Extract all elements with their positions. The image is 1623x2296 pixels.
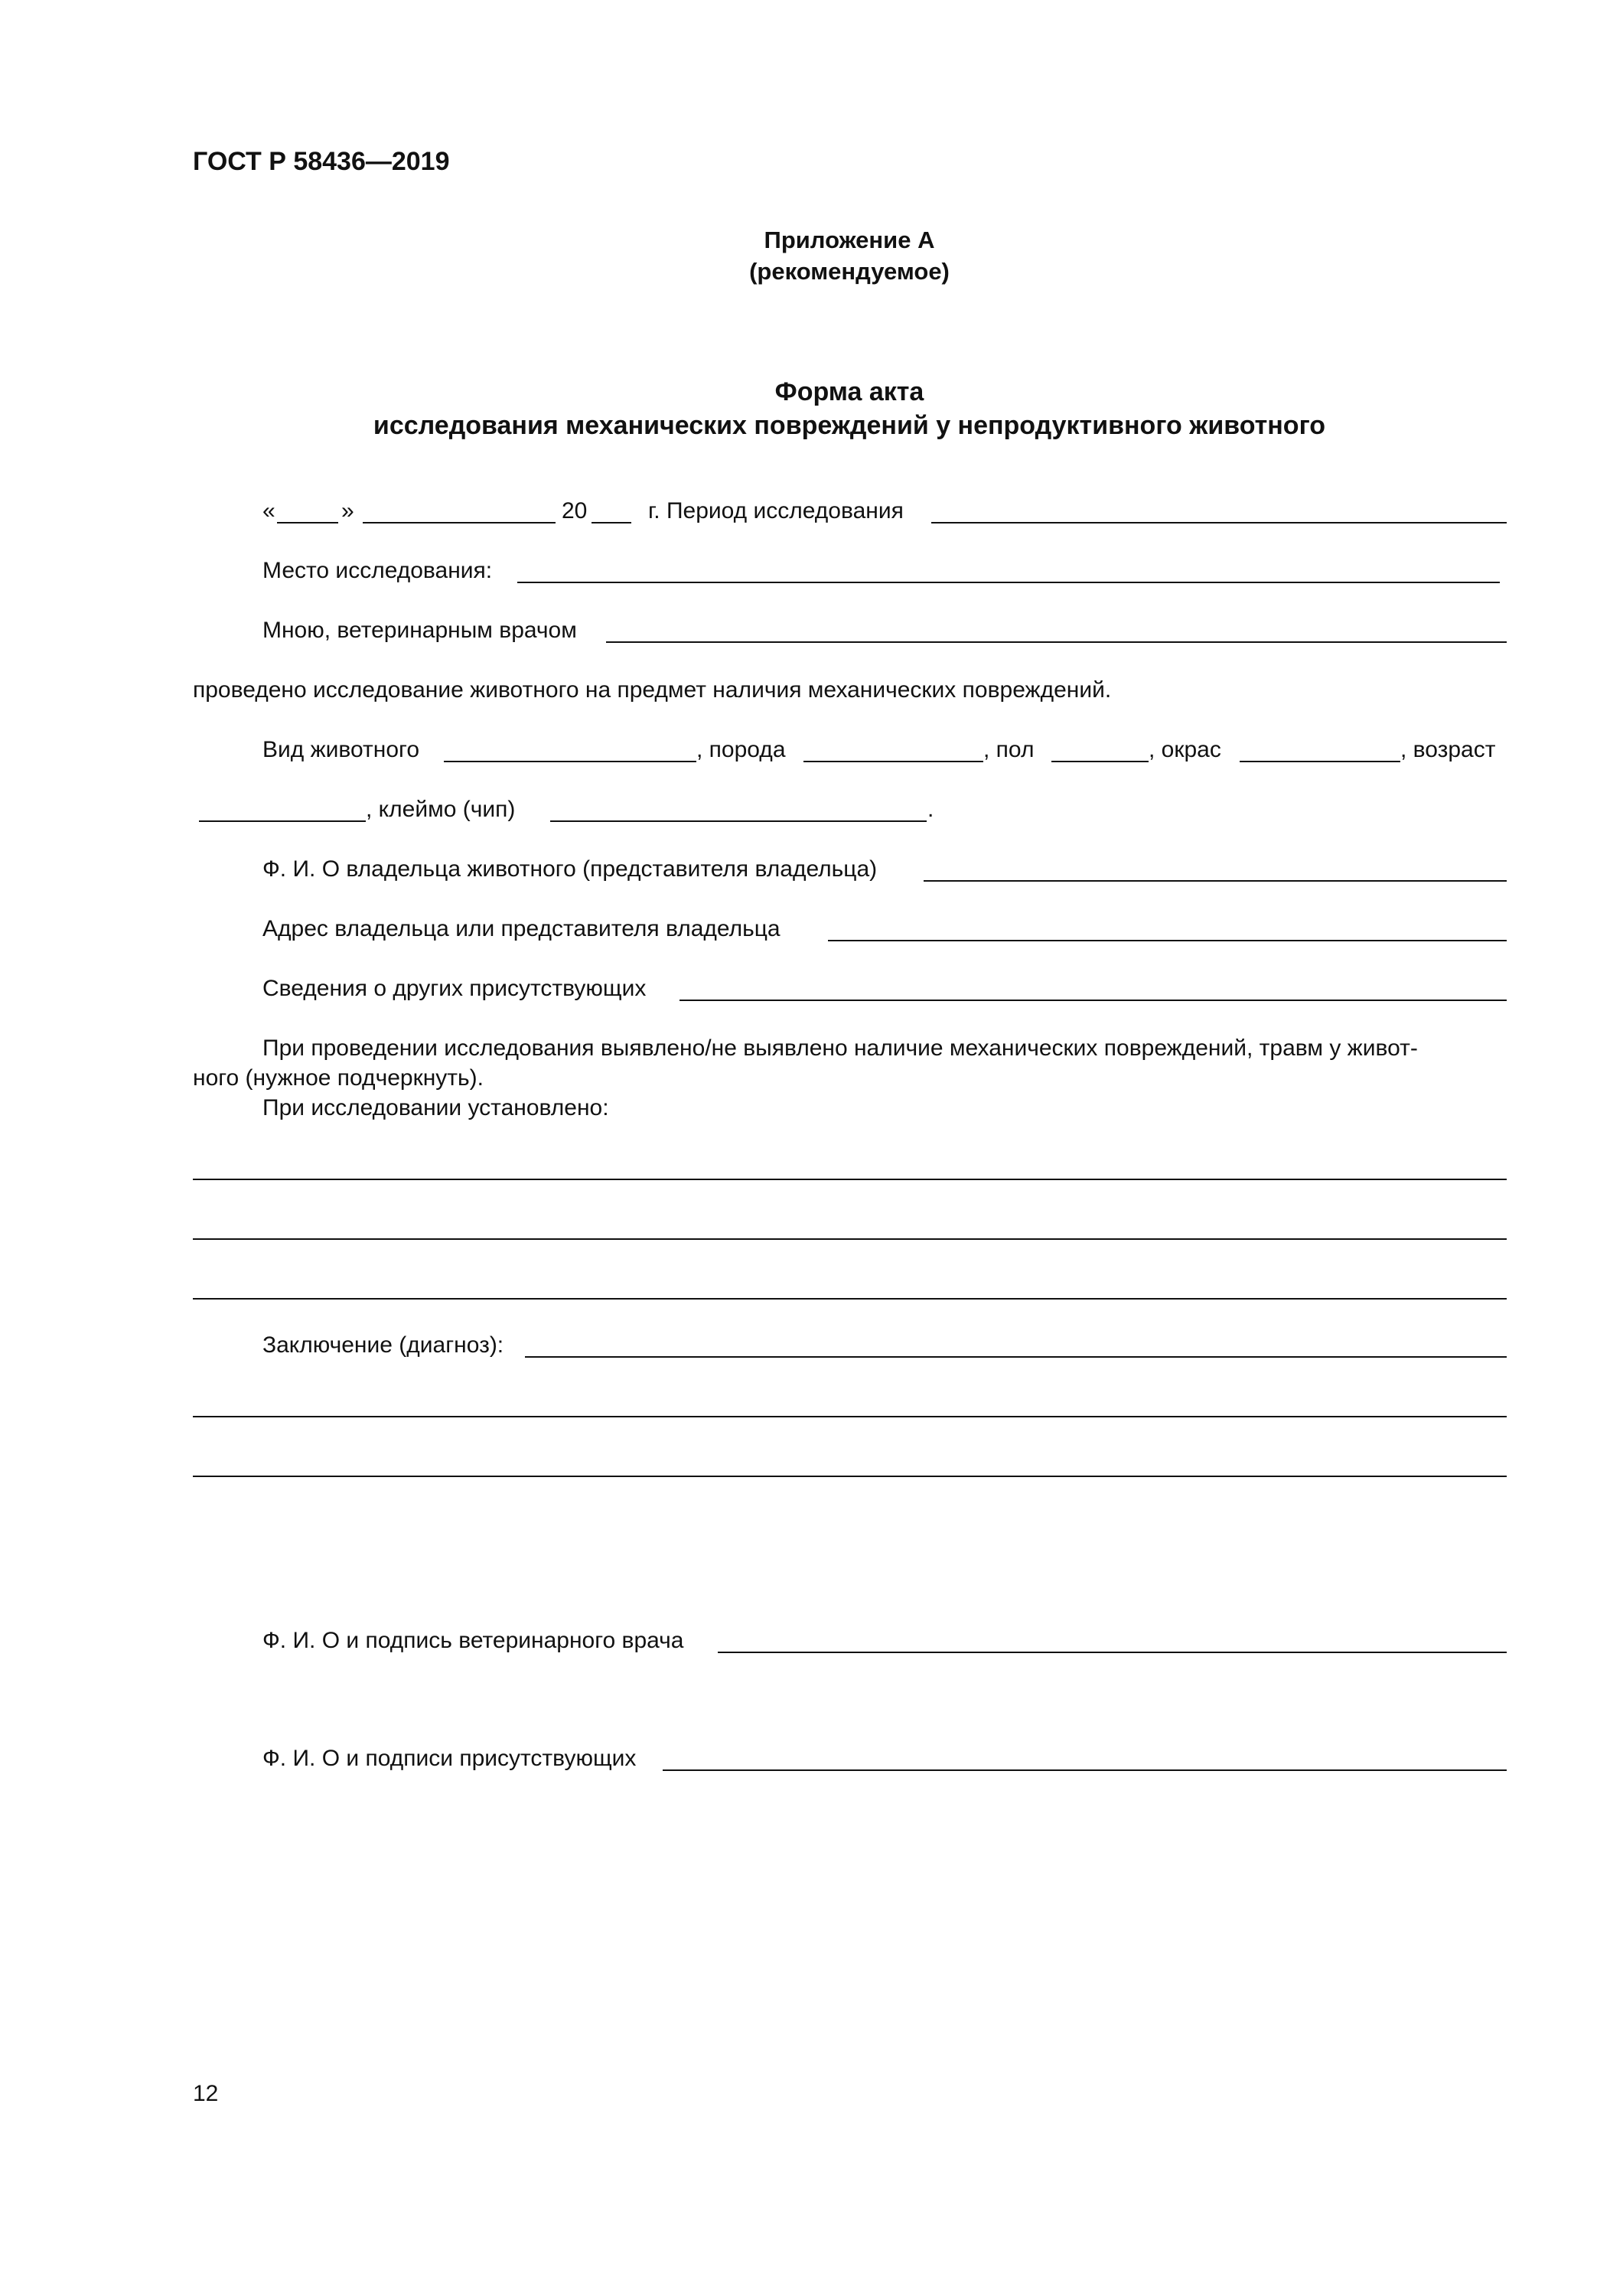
appendix-subtitle: (рекомендуемое) (749, 258, 950, 285)
owner-row (0, 856, 1623, 886)
established-label: При исследовании установлено: (262, 1095, 609, 1120)
age-brand-row (0, 796, 1623, 827)
conclusion-row (0, 1332, 1623, 1362)
document-code: ГОСТ Р 58436—2019 (193, 147, 450, 176)
date-period-row (0, 497, 1623, 528)
owner-label: Ф. И. О владельца животного (представителя владельца) (262, 856, 878, 882)
form-title-line2: исследования механических повреждений у непродуктивного животного (373, 411, 1326, 440)
species-blank[interactable] (444, 761, 696, 762)
age-blank[interactable] (199, 820, 366, 822)
age-label: , возраст (1400, 737, 1496, 762)
month-blank[interactable] (363, 522, 556, 523)
findings-line2: ного (нужное подчеркнуть). (193, 1065, 484, 1091)
address-label: Адрес владельца или представителя владельца (262, 916, 781, 941)
findings-line1: При проведении исследования выявлено/не выявлено наличие механических повреждений, травм у живот- (262, 1035, 1418, 1061)
form-title-line1: Форма акта (774, 377, 924, 406)
color-label: , окрас (1149, 737, 1221, 762)
species-label: Вид животного (262, 737, 420, 762)
color-blank[interactable] (1240, 761, 1400, 762)
period-blank[interactable] (931, 522, 1507, 523)
vet-blank[interactable] (606, 641, 1507, 643)
brand-label: , клеймо (чип) (366, 797, 516, 822)
sex-blank[interactable] (1051, 761, 1149, 762)
date-close-quote: » (341, 498, 354, 523)
page-number: 12 (193, 2081, 219, 2106)
place-blank[interactable] (517, 582, 1500, 583)
address-row (0, 915, 1623, 946)
others-signature-blank[interactable] (663, 1769, 1507, 1771)
address-blank[interactable] (828, 940, 1507, 941)
others-row (0, 975, 1623, 1006)
established-blank-2[interactable] (193, 1238, 1507, 1240)
year-blank[interactable] (592, 522, 631, 523)
conclusion-blank-2[interactable] (193, 1416, 1507, 1417)
established-blank-3[interactable] (193, 1298, 1507, 1300)
year-prefix: 20 (562, 498, 588, 523)
breed-blank[interactable] (803, 761, 983, 762)
conclusion-blank-3[interactable] (193, 1476, 1507, 1477)
period-label: г. Период исследования (648, 498, 904, 523)
others-signature-label: Ф. И. О и подписи присутствующих (262, 1746, 637, 1771)
vet-label: Мною, ветеринарным врачом (262, 618, 577, 643)
conducted-text: проведено исследование животного на предмет наличия механических повреждений. (193, 677, 1112, 703)
others-signature-row (0, 1745, 1623, 1776)
others-label: Сведения о других присутствующих (262, 976, 647, 1001)
owner-blank[interactable] (924, 880, 1507, 882)
breed-label: , порода (696, 737, 786, 762)
others-blank[interactable] (680, 1000, 1507, 1001)
brand-end: . (927, 797, 934, 822)
place-row (0, 557, 1623, 588)
sex-label: , пол (983, 737, 1035, 762)
brand-blank[interactable] (550, 820, 927, 822)
animal-info-row (0, 736, 1623, 767)
vet-row (0, 617, 1623, 647)
appendix-title: Приложение А (764, 227, 935, 253)
vet-signature-label: Ф. И. О и подпись ветеринарного врача (262, 1628, 684, 1653)
place-label: Место исследования: (262, 558, 493, 583)
day-blank[interactable] (277, 522, 338, 523)
vet-signature-row (0, 1627, 1623, 1658)
date-open-quote: « (262, 498, 275, 523)
conclusion-blank[interactable] (525, 1356, 1507, 1358)
conclusion-label: Заключение (диагноз): (262, 1332, 504, 1358)
established-blank-1[interactable] (193, 1179, 1507, 1180)
vet-signature-blank[interactable] (718, 1652, 1507, 1653)
